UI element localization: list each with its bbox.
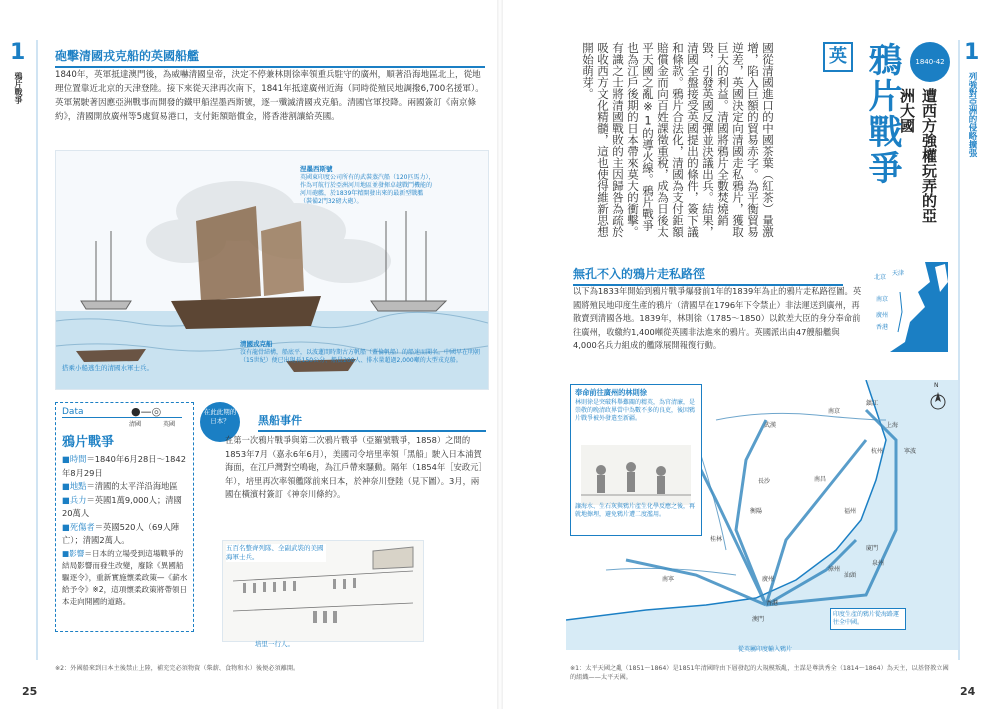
main-title: 鴉片戰爭 xyxy=(862,42,902,186)
data-row: ■兵力＝英國1萬9,000人；清國20萬人 xyxy=(62,494,182,518)
right-page-number: 24 xyxy=(960,685,976,698)
data-row: ■地點＝清國的太平洋沿海地區 xyxy=(62,481,178,491)
eng-badge: 英 xyxy=(823,42,853,72)
city-label: 漳州 xyxy=(828,566,841,573)
smuggle-title: 無孔不入的鴉片走私路徑 xyxy=(573,265,843,286)
city-label: 泉州 xyxy=(872,560,885,567)
section-title-bombard: 砲擊清國戎克船的英國船艦 xyxy=(55,47,485,68)
junk-caption-text: 沒有龍骨結構，船底平，以波蓮間時期古方帆船（蓋倫帆船）的船速而聞名。中國早在明朝（15世紀）便已出現長150公分、船員200人、排水量超過2,000噸的大型戎克船。 xyxy=(240,349,481,364)
lin-title: 奉命前往廣州的林則徐 xyxy=(575,388,647,397)
city-label: 南昌 xyxy=(814,476,827,483)
city-label: 長沙 xyxy=(758,478,771,485)
city-label: 桂林 xyxy=(710,536,723,543)
lin-zexu-callout xyxy=(570,384,702,536)
perry-top-caption: 五百名整齊列隊、全副武裝的美國海軍士兵。 xyxy=(226,544,326,562)
data-box-label: Data xyxy=(62,407,182,418)
right-blue-rule xyxy=(958,40,960,660)
inset-label: 廣州 xyxy=(876,312,889,319)
years-badge: 1840-42 xyxy=(910,42,950,82)
city-label: 南寧 xyxy=(662,576,675,583)
page-gutter xyxy=(497,0,503,709)
city-label: 南京 xyxy=(828,408,841,415)
lin-caption: 林則徐是突破科舉難關的精英，為官清廉，是崇敬的晚清政界當中為數不多的良吏，後因鴉片戰爭被外發遣至新疆。 xyxy=(575,399,696,422)
city-label: 廣州 xyxy=(762,576,775,583)
city-label: 武漢 xyxy=(764,422,777,429)
smuggle-body: 以下為1833年開始到鴉片戰爭爆發前1年的1839年為止的鴉片走私路徑圖。英國將殖民地印度生產的鴉片（清國早在1796年下令禁止）非法運送到廣州，再散賣到清國各地。1839年，林則徐（1785～1850）以欽差大臣的身分奉命前往廣州，收繳約1,400噸從英國非法進來的鴉片。英國派出由47艘船艦與4,000名兵力組成的艦隊展開報復行動。 xyxy=(573,286,862,350)
subtitle: 遭西方強權玩弄的亞洲大國 xyxy=(898,88,938,223)
nemesis-caption-title: 涅墨西斯號 xyxy=(300,165,333,173)
city-label: 福州 xyxy=(844,508,857,515)
inset-label: 南京 xyxy=(876,296,889,303)
city-label: 鎮江 xyxy=(866,400,879,407)
junk-caption xyxy=(240,340,485,365)
intro-vertical-text: 國從清國進口的中國茶葉（紅茶）量激增，陷入巨額的貿易赤字。為平衡貿易逆差，英國決定向清國走私鴉片，獲取巨大的利益。清國將鴉片全數焚燒銷毀，引發英國反彈並決議出兵。結果，清國全盤接受英國提出的條件，簽下議和條款。鴉片合法化，清國為支付鉅額賠償金而向百姓課徵重稅，成為日後太平天國之亂※1的導火線。鴉片戰爭也為江戶後期的日本帶來莫大的衝擊。有識之士將清國戰敗的主因歸咎為疏於吸收西方文化精髓，這也使得維新思想開始萌芽。 xyxy=(581,42,775,238)
combatant-icons: ●—◎ xyxy=(131,405,162,418)
right-side-label: 列強對亞洲的侵略擴張 xyxy=(967,72,977,157)
data-rows xyxy=(62,453,190,608)
left-side-label: 鴉片戰爭 xyxy=(14,72,23,104)
city-label: 上海 xyxy=(886,422,899,429)
city-label: 澳門 xyxy=(752,616,765,623)
britain-circle-icon: ◎ xyxy=(151,405,162,418)
data-box xyxy=(55,402,194,632)
black-ship-title: 黑船事件 xyxy=(258,412,486,432)
side-b-label: 英國 xyxy=(163,421,176,428)
left-page-number: 25 xyxy=(22,685,38,698)
left-chapter-number: 1 xyxy=(10,40,26,65)
city-label: 衡陽 xyxy=(750,508,763,515)
black-ship-body: 在第一次鴉片戰爭與第二次鴉片戰爭（亞羅號戰爭，1858）之間的1853年7月（嘉永6年6月），美國司令培里率領「黑船」駛入日本浦賀海面，在江戶灣對空鳴砲，為江戶帶來騷動。隔年（1854年［安政元］年），培里再次率領艦隊前來日本，於神奈川登陸（見下圖）。3月，兩國在橫濱村簽訂《神奈川條約》。 xyxy=(225,435,487,499)
left-blue-rule xyxy=(36,40,38,660)
data-row: ■影響＝日本的立場受到這場戰爭的結局影響而發生改變，廢除《異國船驅逐令》，重新實施懷柔政策—《薪水給予令》※2，這項懷柔政策將帶領日本走向開國的道路。 xyxy=(62,548,188,606)
data-row: ■死傷者＝英國520人（69人陣亡）；清國2萬人。 xyxy=(62,521,180,545)
right-chapter-number: 1 xyxy=(964,40,980,65)
city-label: 寧波 xyxy=(904,448,917,455)
city-label: 香港 xyxy=(766,600,779,607)
side-a-label: 清國 xyxy=(129,421,142,428)
perry-bottom-caption: 培里一行人。 xyxy=(255,640,294,648)
junk-caption-title: 清國戎克船 xyxy=(240,340,273,348)
left-footnote: ※2：外國船來到日本主後禁止上陸，補充完必須物資（柴薪、食物和水）後便必須離開。 xyxy=(55,665,300,672)
city-label: 廈門 xyxy=(866,545,879,552)
city-label: 汕頭 xyxy=(844,572,857,579)
data-box-title: 鴉片戰爭 xyxy=(62,435,115,450)
nemesis-caption xyxy=(300,165,435,206)
inset-map xyxy=(870,262,948,352)
inset-label: 香港 xyxy=(876,324,889,331)
india-arrow-caption: 從英屬印度輸入鴉片 xyxy=(738,646,793,653)
nemesis-caption-text: 英國東印度公司所有的武裝蒸汽船（120匹馬力），作為可航行於亞洲河川地區並發揮卓越戰鬥機能的河川砲艦，於1839年精開發出來的最新型戰艦（裝備2門32磅大砲）。 xyxy=(300,174,435,205)
opium-destruction-drawing xyxy=(581,445,691,505)
data-row: ■時間＝1840年6月28日～1842年8月29日 xyxy=(62,454,186,478)
qing-dot-icon: ● xyxy=(131,405,141,418)
survivor-caption: 搭乘小船逃生的清國水軍士兵。 xyxy=(62,364,153,372)
north-label: N xyxy=(934,382,939,389)
inset-label: 北京 xyxy=(874,274,887,281)
india-caption: 印度生產的鴉片從海路運往全中國。 xyxy=(830,608,906,630)
section-body-bombard: 1840年，英軍抵達澳門後，為威嚇清國皇帝，決定不停兼林則徐率領重兵駐守的廣州，順著沿海地區北上，從地理位置靠近北京的天津登陸。接下來從天津再次南下，1841年抵達廣州近海（同時從殖民地調撥6,700名援軍）。英軍駕駛著因應亞洲戰事而開發的鐵甲船涅墨西斯號，逐一殲滅清國戎克船。清國官軍投降。兩國簽訂《南京條約》，清國開放廣州等5處貿易港口，支付鉅額賠償金，將香港割讓給英國。 xyxy=(55,70,484,122)
burn-caption: 讓海水、生石灰與鴉片產生化學反應之後，再就地擦埋，避免鴉片遭二度濫用。 xyxy=(575,503,696,518)
city-label: 杭州 xyxy=(871,448,884,455)
japan-badge: 在此此期的日本？ xyxy=(200,402,240,442)
right-footnote: ※1：太平天國之亂（1851～1864）是1851年清國時由下層發起的大規模叛亂，主謀是尊洪秀全（1814～1864）為天主，以基督教立國的組織——太平天國。 xyxy=(570,665,949,681)
inset-label: 天津 xyxy=(892,270,905,277)
